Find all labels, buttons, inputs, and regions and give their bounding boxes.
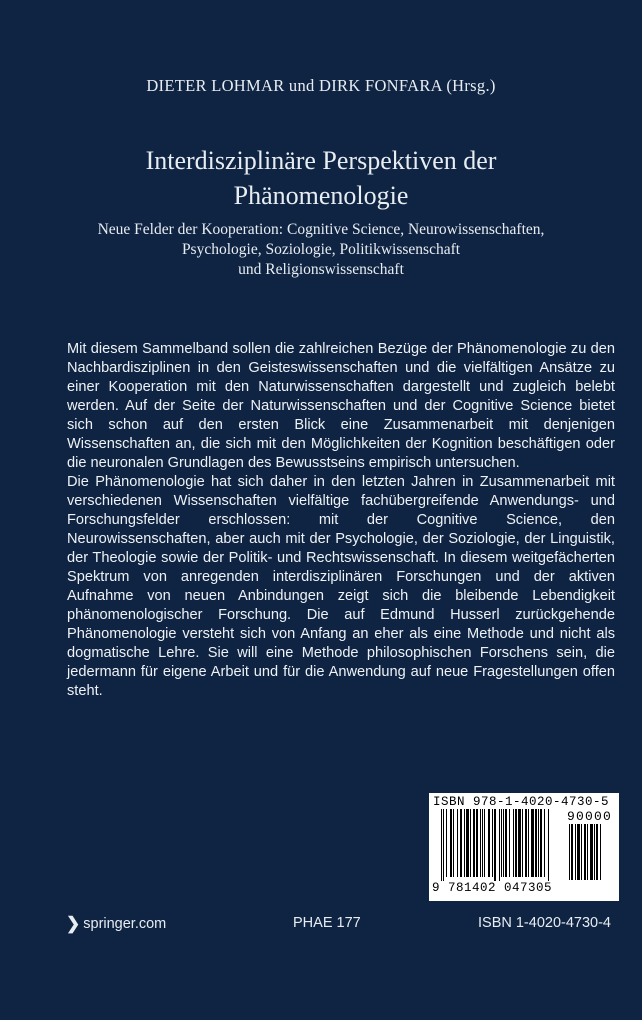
barcode-bar <box>466 809 469 877</box>
barcode-bar <box>509 809 510 877</box>
barcode-bar <box>571 824 573 880</box>
barcode-bar <box>482 809 483 877</box>
barcode-bar <box>488 809 490 877</box>
barcode-bar <box>473 809 475 877</box>
barcode-bar <box>470 809 471 877</box>
barcode-bar <box>464 809 465 877</box>
barcode-addon-number: 90000 <box>567 809 613 824</box>
barcode-bar <box>531 809 534 877</box>
barcode-bar <box>492 809 493 877</box>
title-line-1: Interdisziplinäre Perspektiven der <box>145 146 497 175</box>
barcode-bar <box>575 824 576 880</box>
barcode-bar <box>513 809 514 877</box>
barcode-bar <box>544 809 545 877</box>
barcode-bar <box>538 809 539 877</box>
chevron-right-icon: ❯ <box>66 914 81 933</box>
barcode-bar <box>590 824 593 880</box>
isbn-footer: ISBN 1-4020-4730-4 <box>478 915 611 931</box>
barcode-bar <box>505 809 507 877</box>
barcode-bar <box>528 809 529 877</box>
blurb <box>67 340 615 701</box>
barcode-bar <box>535 809 537 877</box>
editors-line: DIETER LOHMAR und DIRK FONFARA (Hrsg.) <box>146 76 496 95</box>
barcode-bar <box>480 809 481 877</box>
book-title <box>60 143 582 213</box>
barcode-bar <box>525 809 527 877</box>
barcode-isbn-label: ISBN 978-1-4020-4730-5 <box>433 795 610 809</box>
barcode-bar <box>441 809 442 881</box>
barcode-bar <box>569 824 570 880</box>
barcode-bar <box>494 809 496 881</box>
barcode-bar <box>501 809 502 877</box>
barcode-bar <box>548 809 549 881</box>
title-line-2: Phänomenologie <box>233 181 409 210</box>
barcode-bar <box>515 809 517 877</box>
barcode-bar <box>594 824 595 880</box>
subtitle-line-2: Psychologie, Soziologie, Politikwissenschaft <box>181 241 461 258</box>
springer-website: springer.com <box>83 915 167 932</box>
barcode-main-bars <box>441 809 563 881</box>
barcode-bar <box>596 824 598 880</box>
subtitle-line-3: und Religionswissenschaft <box>238 261 404 278</box>
barcode-bar <box>446 809 447 877</box>
barcode-bar <box>453 809 454 877</box>
barcode-bar <box>577 824 580 880</box>
barcode-bar <box>443 809 444 881</box>
barcode-bar <box>518 809 521 877</box>
barcode-bar <box>503 809 504 877</box>
barcode-bar <box>484 809 485 877</box>
springer-link[interactable] <box>66 915 166 932</box>
barcode-bar <box>581 824 582 880</box>
barcode-bar <box>499 809 500 881</box>
book-subtitle <box>40 220 602 280</box>
barcode-bar <box>522 809 523 877</box>
blurb-paragraph-1: Mit diesem Sammelband sollen die zahlreichen Bezüge der Phänomenologie zu den Nachbardisziplinen in den Geisteswissenschaften und die vielfältigen Ansätze zu einer Kooperation mit den Naturwissenschaften dargestellt und zugleich belebt werden. Auf der Seite der Naturwissenschaften und der Cognitive Science bietet sich schon auf den ersten Blick eine Zusammenarbeit mit denjenigen Wissenschaften an, die sich mit den Möglichkeiten der Kognition beschäftigen oder die neuronalen Grundlagen des Bewusstseins empirisch untersuchen. <box>67 341 615 471</box>
subtitle-line-1: Neue Felder der Kooperation: Cognitive Science, Neurowissenschaften, <box>97 221 545 238</box>
series-number: PHAE 177 <box>293 915 361 931</box>
barcode-addon-bars <box>569 824 615 881</box>
barcode-bar <box>450 809 452 877</box>
barcode-bar <box>587 824 588 880</box>
barcode-bar <box>457 809 458 877</box>
blurb-paragraph-2: Die Phänomenologie hat sich daher in den letzten Jahren in Zusammenarbeit mit verschiedenen Wissenschaften vielfältige fachübergreifende Anwendungs- und Forschungsfelder erschlossen: mit der Cognitive Science, den Neurowissenschaften, aber auch mit der Psychologie, der Soziologie, der Linguistik, der Theologie sowie der Politik- und Rechtswissenschaft. In diesem weitgefächerten Spektrum von anregenden interdisziplinären Forschungen und der aktiven Aufnahme von neuen Anbindungen zeigt sich die bleibende Lebendigkeit phänomenologischer Forschung. Die auf Edmund Husserl zurückgehende Phänomenologie versteht sich von Anfang an eher als eine Methode und nicht als dogmatische Lehre. Sie will eine Methode philosophischen Forschens sein, die jedermann für eigene Arbeit und für die Anwendung auf neue Fragestellungen offen steht. <box>67 474 615 699</box>
barcode-bar <box>476 809 478 877</box>
barcode-bar <box>460 809 462 877</box>
barcode <box>429 793 619 901</box>
barcode-bar <box>540 809 542 877</box>
barcode-bar <box>584 824 586 880</box>
barcode-digits: 9 781402 047305 <box>432 881 553 895</box>
barcode-bar <box>600 824 601 880</box>
